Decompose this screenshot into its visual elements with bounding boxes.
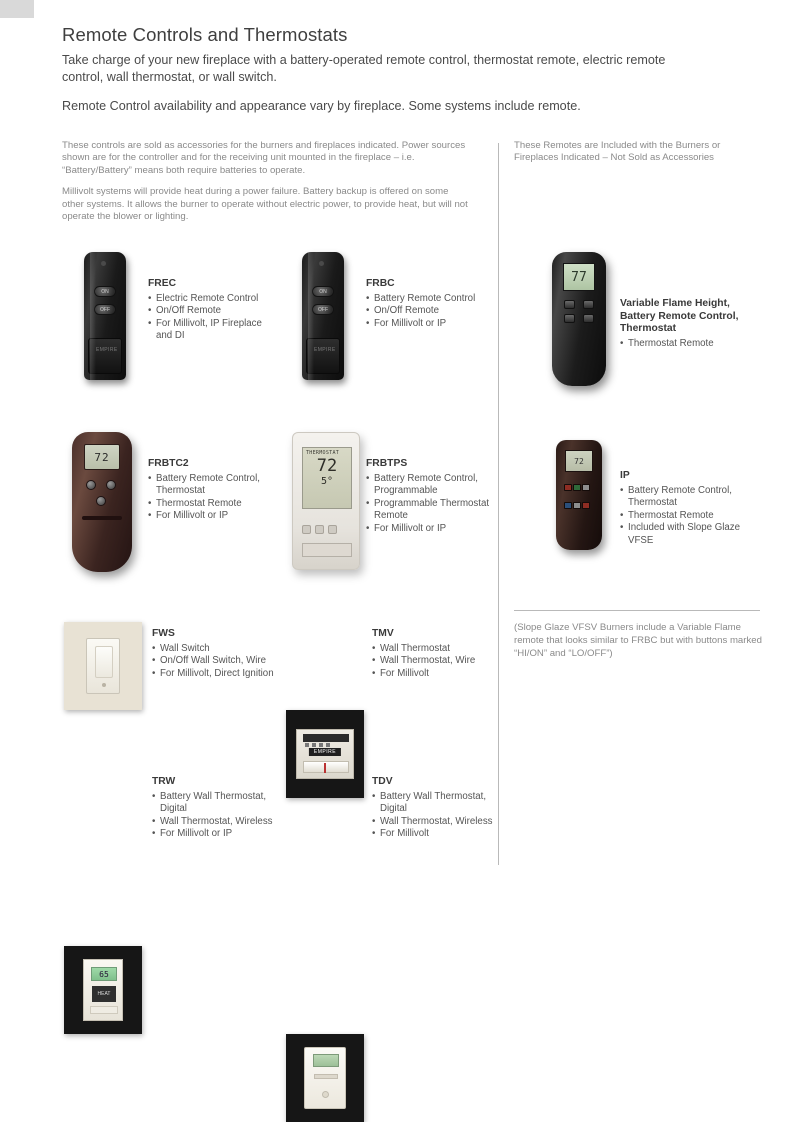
list-item: • For Millivolt or IP (366, 523, 491, 536)
list-item: • Thermostat Remote (620, 510, 760, 523)
note-slope-glaze: (Slope Glaze VFSV Burners include a Variable Flame remote that looks similar to FRBC but with buttons marked “HI/ON” and “LO/OFF”) (514, 622, 762, 659)
list-item: • Battery Wall Thermostat, Digital (372, 791, 500, 816)
frbtc2-image (72, 432, 132, 572)
fws-image (64, 622, 142, 710)
button-icon (106, 480, 116, 490)
tdv-feature-list (372, 791, 500, 841)
list-item: • Wall Thermostat, Wire (372, 655, 497, 668)
trw-mode-strip (92, 986, 116, 1002)
frec-feature-list (148, 293, 268, 343)
ip-display: 72 (565, 450, 593, 472)
frbtps-display-temp: 72 (316, 456, 338, 476)
wall-thermostat-body (296, 729, 354, 779)
frec-on-button: ON (94, 286, 116, 297)
frec-label: FREC (148, 278, 177, 289)
fws-label: FWS (152, 628, 175, 639)
frbtc2-display: 72 (84, 444, 120, 470)
list-item: • Wall Thermostat (372, 643, 497, 656)
document-header (62, 24, 762, 115)
frbtc2-feature-list (148, 473, 273, 523)
button-icon (583, 300, 594, 309)
frbc-off-button: OFF (312, 304, 334, 315)
fws-feature-list (152, 643, 277, 681)
tdv-slot (314, 1074, 338, 1079)
note-included-remotes: These Remotes are Included with the Burners or Fireplaces Indicated – Not Sold as Accessories (514, 140, 721, 164)
button-icon (86, 480, 96, 490)
list-item: • Included with Slope Glaze VFSE (620, 522, 760, 547)
ip-buttons (564, 480, 594, 516)
ip-feature-list (620, 485, 760, 548)
ip-image (556, 440, 602, 550)
frbtps-display-small: 5° (320, 476, 334, 487)
digital-thermostat-body (304, 1047, 346, 1109)
intro-paragraph-2: Remote Control availability and appearance vary by fireplace. Some systems include remote. (62, 99, 581, 113)
trw-feature-list (152, 791, 280, 841)
frec-image (84, 252, 126, 380)
list-item: • For Millivolt (372, 668, 497, 681)
list-item: • On/Off Remote (148, 305, 268, 318)
frec-brand-mark: EMPIRE (96, 347, 118, 353)
variable-flame-entry (620, 298, 760, 350)
left-notes (62, 140, 472, 232)
frbtps-display-top: THERMOSTAT (306, 450, 340, 456)
corner-marker (0, 0, 34, 18)
note-accessories: These controls are sold as accessories for the burners and fireplaces indicated. Power sources shown are for the controller and for the receiving unit mounted in the fireplace – i.e. “Battery/Battery” means both require batteries to operate. (62, 140, 466, 176)
horizontal-divider (514, 610, 760, 611)
frec-off-button: OFF (94, 304, 116, 315)
frbtps-entry (366, 458, 491, 535)
list-item: • For Millivolt (372, 828, 500, 841)
list-item: • Battery Remote Control (366, 293, 491, 306)
list-item: • For Millivolt or IP (152, 828, 280, 841)
frbtps-feature-list (366, 473, 491, 536)
trw-label: TRW (152, 776, 176, 787)
vertical-divider (498, 143, 499, 865)
frbc-brand-mark: EMPIRE (314, 347, 336, 353)
tmv-entry (372, 628, 497, 680)
led-indicator-icon (319, 261, 324, 266)
trw-mode-label: HEAT (97, 991, 111, 997)
tdv-label: TDV (372, 776, 393, 787)
list-item: • On/Off Wall Switch, Wire (152, 655, 277, 668)
frbc-entry (366, 278, 491, 330)
list-item: • For Millivolt or IP (366, 318, 491, 331)
variable-flame-feature-list (620, 338, 760, 351)
terminal-strip-icon (303, 734, 349, 742)
trw-button-bar (90, 1006, 118, 1014)
frbtps-label: FRBTPS (366, 458, 408, 469)
ip-entry (620, 470, 760, 547)
trw-image (64, 946, 142, 1034)
frbtc2-label: FRBTC2 (148, 458, 189, 469)
frbtps-display (302, 447, 352, 509)
tmv-brand-mark: EMPIRE (309, 748, 341, 756)
tdv-button-icon (322, 1091, 329, 1098)
content-columns (62, 140, 762, 997)
list-item: • Battery Remote Control, Programmable (366, 473, 491, 498)
indicator-dot-icon (102, 683, 106, 687)
frbtc2-entry (148, 458, 273, 523)
trw-display: 65 (91, 967, 117, 981)
page-title: Remote Controls and Thermostats (62, 24, 348, 45)
list-item: • For Millivolt, IP Fireplace and DI (148, 318, 268, 343)
list-item: • Wall Thermostat, Wireless (152, 816, 280, 829)
frbc-image (302, 252, 344, 380)
list-item: • Wall Switch (152, 643, 277, 656)
list-item: • For Millivolt or IP (148, 510, 273, 523)
frbtps-slot (302, 543, 352, 557)
tdv-display (313, 1054, 339, 1067)
variable-flame-label: Variable Flame Height, Battery Remote Control, Thermostat (620, 298, 739, 334)
variable-flame-image (552, 252, 606, 386)
frbc-on-button: ON (312, 286, 334, 297)
frbc-label: FRBC (366, 278, 395, 289)
list-item: • Battery Remote Control, Thermostat (148, 473, 273, 498)
list-item: • For Millivolt, Direct Ignition (152, 668, 277, 681)
list-item: • Battery Remote Control, Thermostat (620, 485, 760, 510)
variable-flame-display: 77 (563, 263, 595, 291)
list-item: • Programmable Thermostat Remote (366, 498, 491, 523)
frbc-feature-list (366, 293, 491, 331)
trw-entry (152, 776, 280, 841)
rocker-switch-icon (95, 646, 113, 678)
list-item: • Thermostat Remote (620, 338, 760, 351)
temperature-scale-icon (303, 761, 349, 773)
list-item: • On/Off Remote (366, 305, 491, 318)
tmv-label: TMV (372, 628, 394, 639)
tdv-entry (372, 776, 500, 841)
button-icon (564, 300, 575, 309)
wall-switch-plate (86, 638, 120, 694)
wireless-thermostat-body (83, 959, 123, 1021)
tmv-feature-list (372, 643, 497, 681)
button-icon (564, 314, 575, 323)
list-item: • Battery Wall Thermostat, Digital (152, 791, 280, 816)
frbtps-buttons (302, 521, 352, 531)
tmv-image (286, 710, 364, 798)
decorative-bar (82, 516, 122, 520)
fws-entry (152, 628, 277, 680)
frec-entry (148, 278, 268, 343)
led-indicator-icon (101, 261, 106, 266)
tdv-image (286, 1034, 364, 1122)
frbtps-image (292, 432, 360, 570)
intro-paragraph: Take charge of your new fireplace with a battery-operated remote control, thermostat remote, electric remote control, wall thermostat, or wall switch. (62, 53, 666, 84)
ip-label: IP (620, 470, 630, 481)
button-icon (96, 496, 106, 506)
note-millivolt: Millivolt systems will provide heat during a power failure. Battery backup is offered on some other systems. It allows the burner to operate without electric power, to provide heat, but will not operate the blower or lighting. (62, 186, 468, 223)
list-item: • Electric Remote Control (148, 293, 268, 306)
list-item: • Thermostat Remote (148, 498, 273, 511)
button-icon (583, 314, 594, 323)
list-item: • Wall Thermostat, Wireless (372, 816, 500, 829)
